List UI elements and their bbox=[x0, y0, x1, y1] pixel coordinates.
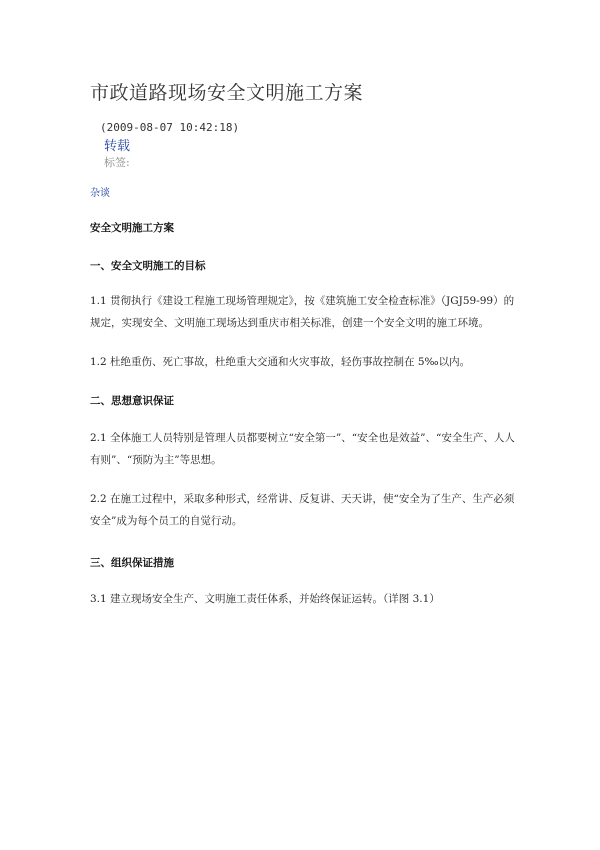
paragraph-1-1: 1.1 贯彻执行《建设工程施工现场管理规定》，按《建筑施工安全检查标准》（JGJ59-99）的规定，实现安全、文明施工现场达到重庆市相关标准，创建一个安全文明的施工环境。 bbox=[90, 295, 515, 329]
section-heading-awareness: 二、思想意识保证 bbox=[90, 395, 174, 407]
article-timestamp: (2009-08-07 10:42:18) bbox=[100, 121, 240, 134]
section-heading-goals: 一、安全文明施工的目标 bbox=[90, 260, 206, 272]
paragraph-2-1: 2.1 全体施工人员特别是管理人员都要树立“安全第一”、“安全也是效益”、“安全生产、人人有则”、“预防为主”等思想。 bbox=[90, 432, 515, 466]
paragraph-2-2: 2.2 在施工过程中，采取多种形式，经常讲、反复讲、天天讲，使“安全为了生产、生产必须安全”成为每个员工的自觉行动。 bbox=[90, 493, 515, 527]
article-title: 市政道路现场安全文明施工方案 bbox=[90, 82, 364, 104]
section-heading-organization: 三、组织保证措施 bbox=[90, 557, 174, 569]
paragraph-1-2: 1.2 杜绝重伤、死亡事故，杜绝重大交通和火灾事故，轻伤事故控制在 5‰以内。 bbox=[90, 356, 471, 368]
tags-label: 标签: bbox=[104, 156, 130, 169]
repost-link[interactable]: 转载 bbox=[104, 139, 131, 154]
paragraph-3-1: 3.1 建立现场安全生产、文明施工责任体系，并始终保证运转。（详图 3.1） bbox=[90, 593, 440, 605]
category-link[interactable]: 杂谈 bbox=[90, 188, 110, 199]
document-title: 安全文明施工方案 bbox=[90, 222, 174, 234]
